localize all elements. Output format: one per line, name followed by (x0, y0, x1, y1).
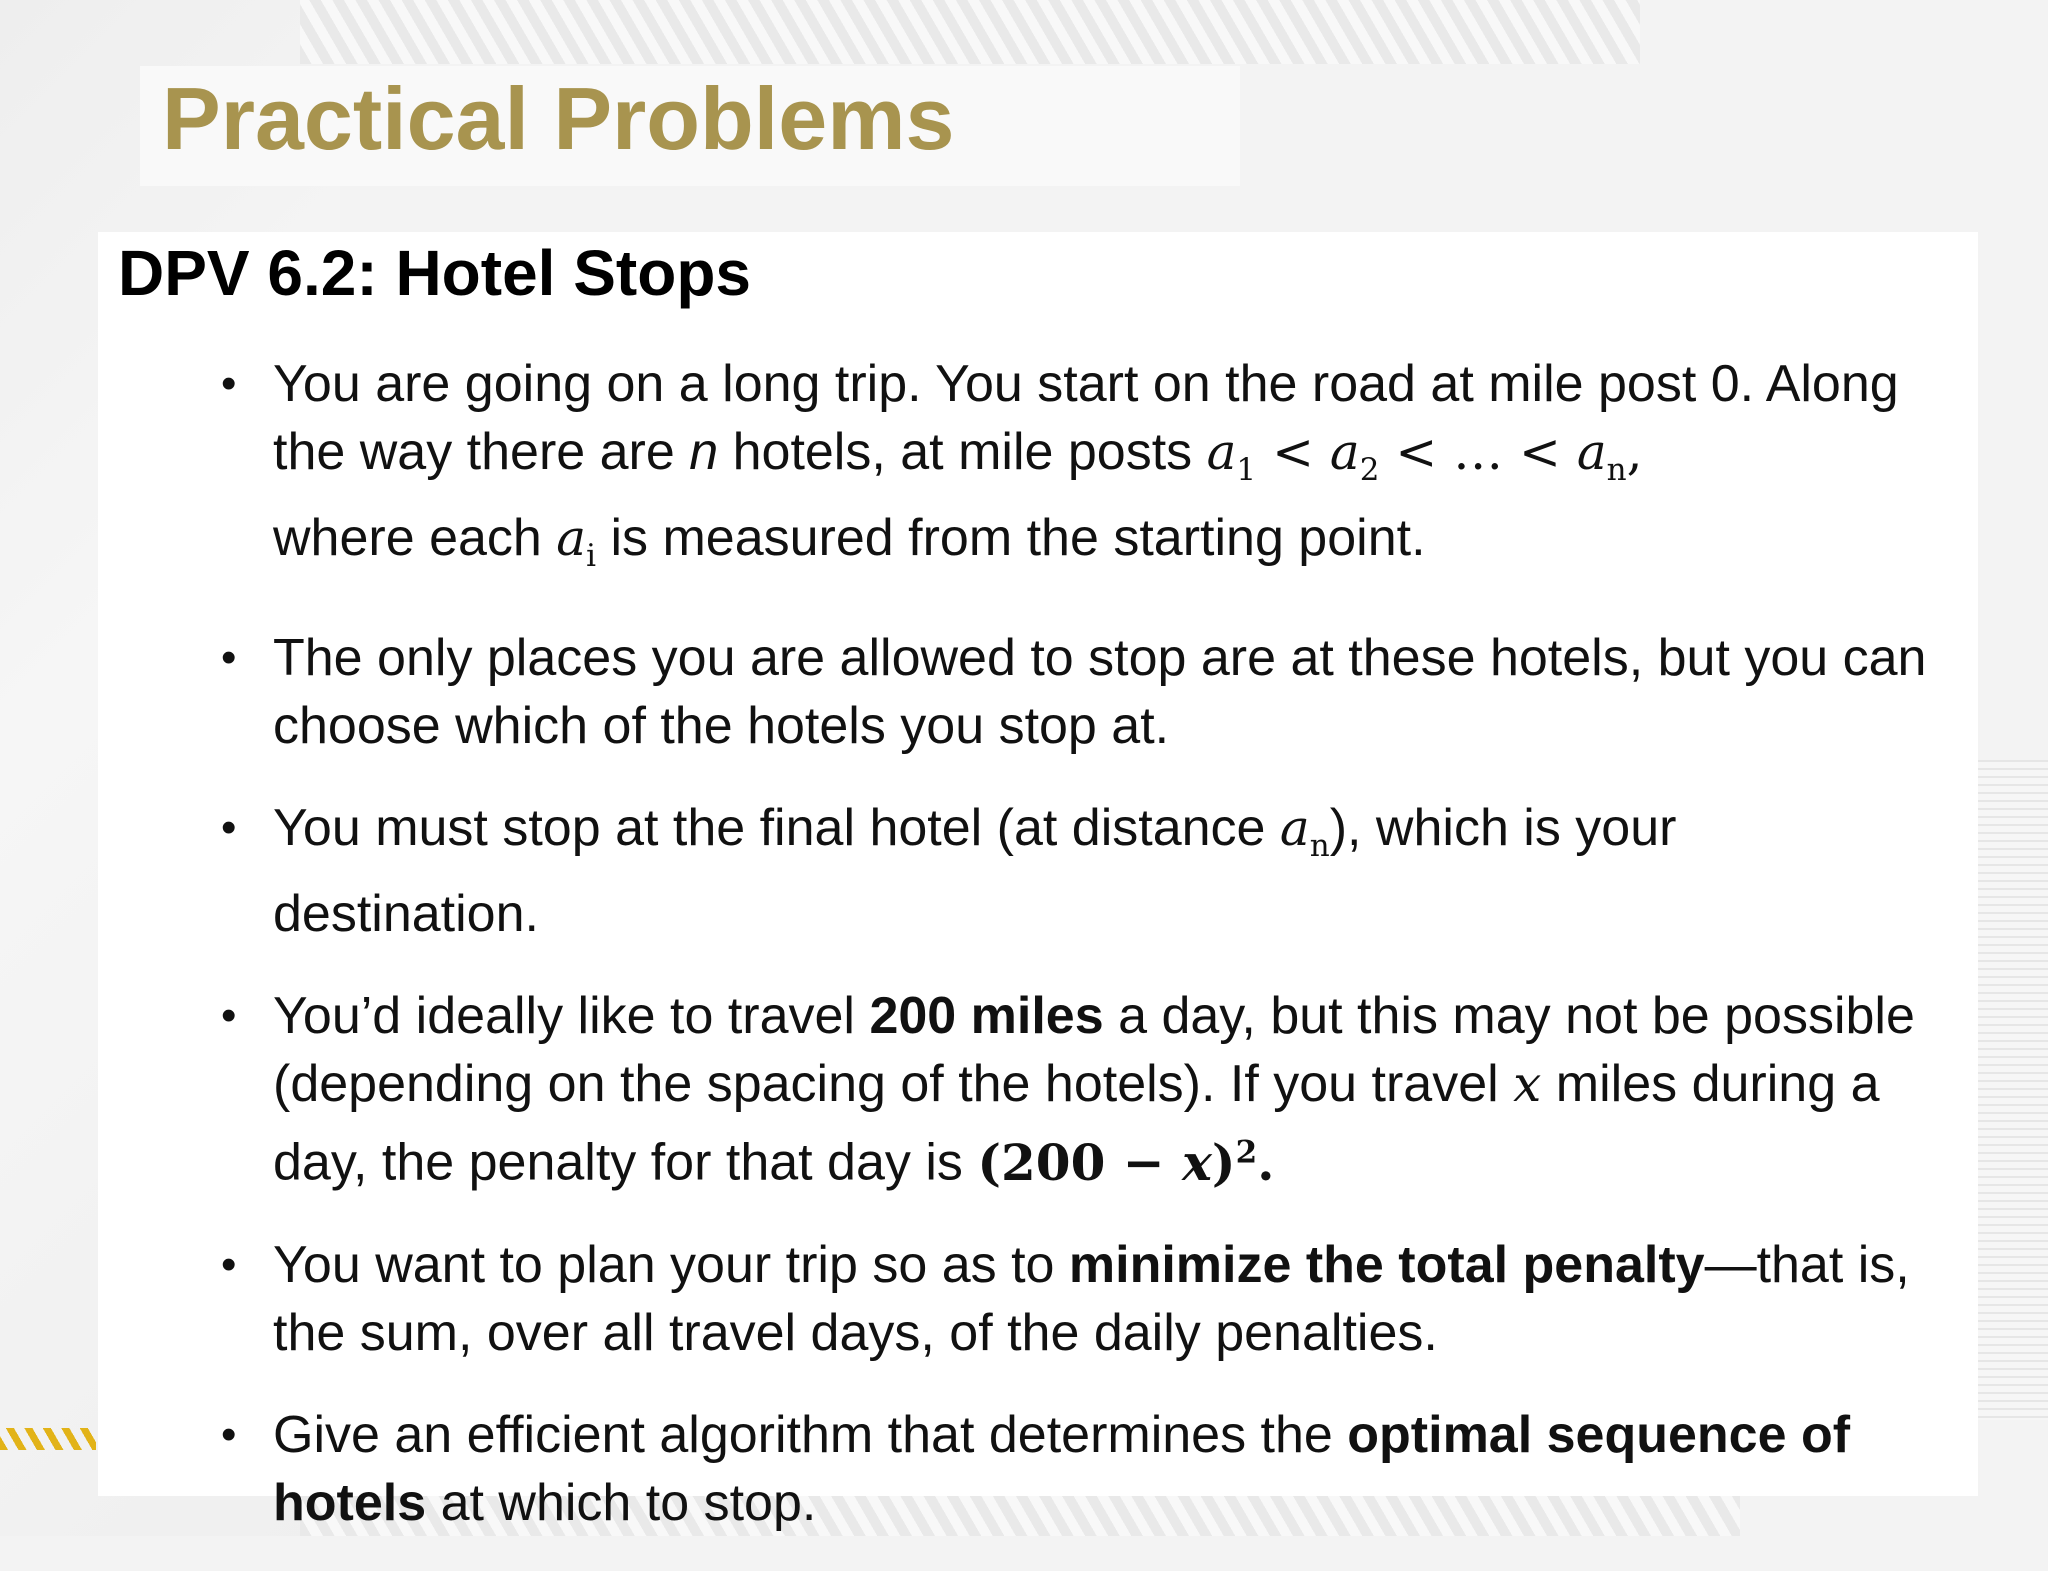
bullet-text: where each (273, 509, 557, 567)
bold-text: minimize the total penalty (1068, 1235, 1705, 1294)
formula-period: . (1257, 1132, 1275, 1192)
bullet-item (273, 624, 1943, 760)
bullet-item (273, 794, 1943, 948)
formula-symbol: x (1182, 1132, 1212, 1192)
bullet-text: at which to stop. (426, 1473, 817, 1532)
slide-title: Practical Problems (162, 69, 955, 168)
formula-subscript: 1 (1236, 452, 1257, 488)
decorative-accent-marks (0, 1428, 96, 1450)
bullet-text: miles during a day, the penalty for that day is (273, 1055, 1880, 1192)
decorative-stripes-top (300, 0, 1640, 64)
formula-paren: ( (977, 1132, 1002, 1192)
bullet-text: —that is, the sum, over all travel days, of the daily penalties. (273, 1235, 1910, 1362)
bullet-item (273, 1231, 1943, 1367)
bullet-text: You are going on a long trip. You start on the road at mile post 0. Along the way there are (273, 355, 1899, 481)
formula-operator: < (1395, 423, 1438, 481)
bold-text: optimal sequence of hotels (273, 1405, 1851, 1532)
formula-subscript: n (1309, 828, 1330, 864)
formula-ellipsis: … (1453, 423, 1504, 481)
bullet-text: You must stop at the final hotel (at distance (273, 799, 1280, 857)
bullet-list (273, 350, 1943, 1571)
bullet-text: You want to plan your trip so as to (273, 1235, 1069, 1294)
mile-posts-formula (1206, 423, 1643, 488)
formula-symbol: a (556, 509, 587, 567)
variable-n: n (689, 423, 719, 481)
formula-subscript: 2 (1359, 452, 1380, 488)
formula-operator: < (1272, 423, 1314, 481)
formula-number: 200 (1001, 1132, 1106, 1192)
variable-ai (556, 509, 597, 574)
formula-subscript: i (586, 538, 597, 574)
bullet-text: a day, but this may not be possible (depending on the spacing of the hotels). If you travel (273, 987, 1915, 1113)
formula-paren: ) (1211, 1132, 1236, 1192)
formula-symbol: a (1576, 423, 1607, 481)
slide-subtitle: DPV 6.2: Hotel Stops (118, 237, 751, 309)
bullet-text: You’d ideally like to travel (273, 987, 870, 1045)
bullet-item (273, 350, 1943, 590)
bullet-item (273, 982, 1943, 1197)
bold-text: 200 miles (869, 987, 1104, 1045)
variable-an (1279, 799, 1330, 864)
bullet-text: is measured from the starting point. (596, 509, 1426, 567)
slide-content (98, 232, 1978, 1532)
bullet-text: Give an efficient algorithm that determines the (273, 1405, 1348, 1464)
decorative-side-lines (1978, 760, 2048, 1420)
bullet-text: hotels, at mile posts (718, 423, 1207, 481)
bullet-item (273, 1401, 1943, 1537)
formula-symbol: a (1329, 423, 1360, 481)
formula-symbol: a (1206, 423, 1237, 481)
bullet-text: ), which is your destination. (273, 799, 1677, 943)
penalty-formula (977, 1133, 1274, 1192)
formula-exponent: 2 (1235, 1134, 1258, 1170)
formula-operator: − (1105, 1132, 1183, 1192)
bullet-text: The only places you are allowed to stop are at these hotels, but you can choose which of the hotels you stop at. (273, 629, 1927, 755)
formula-operator: < (1519, 423, 1561, 481)
formula-comma: , (1626, 423, 1643, 481)
variable-x: x (1513, 1055, 1542, 1113)
formula-subscript: n (1606, 452, 1627, 488)
formula-symbol: a (1279, 799, 1310, 857)
